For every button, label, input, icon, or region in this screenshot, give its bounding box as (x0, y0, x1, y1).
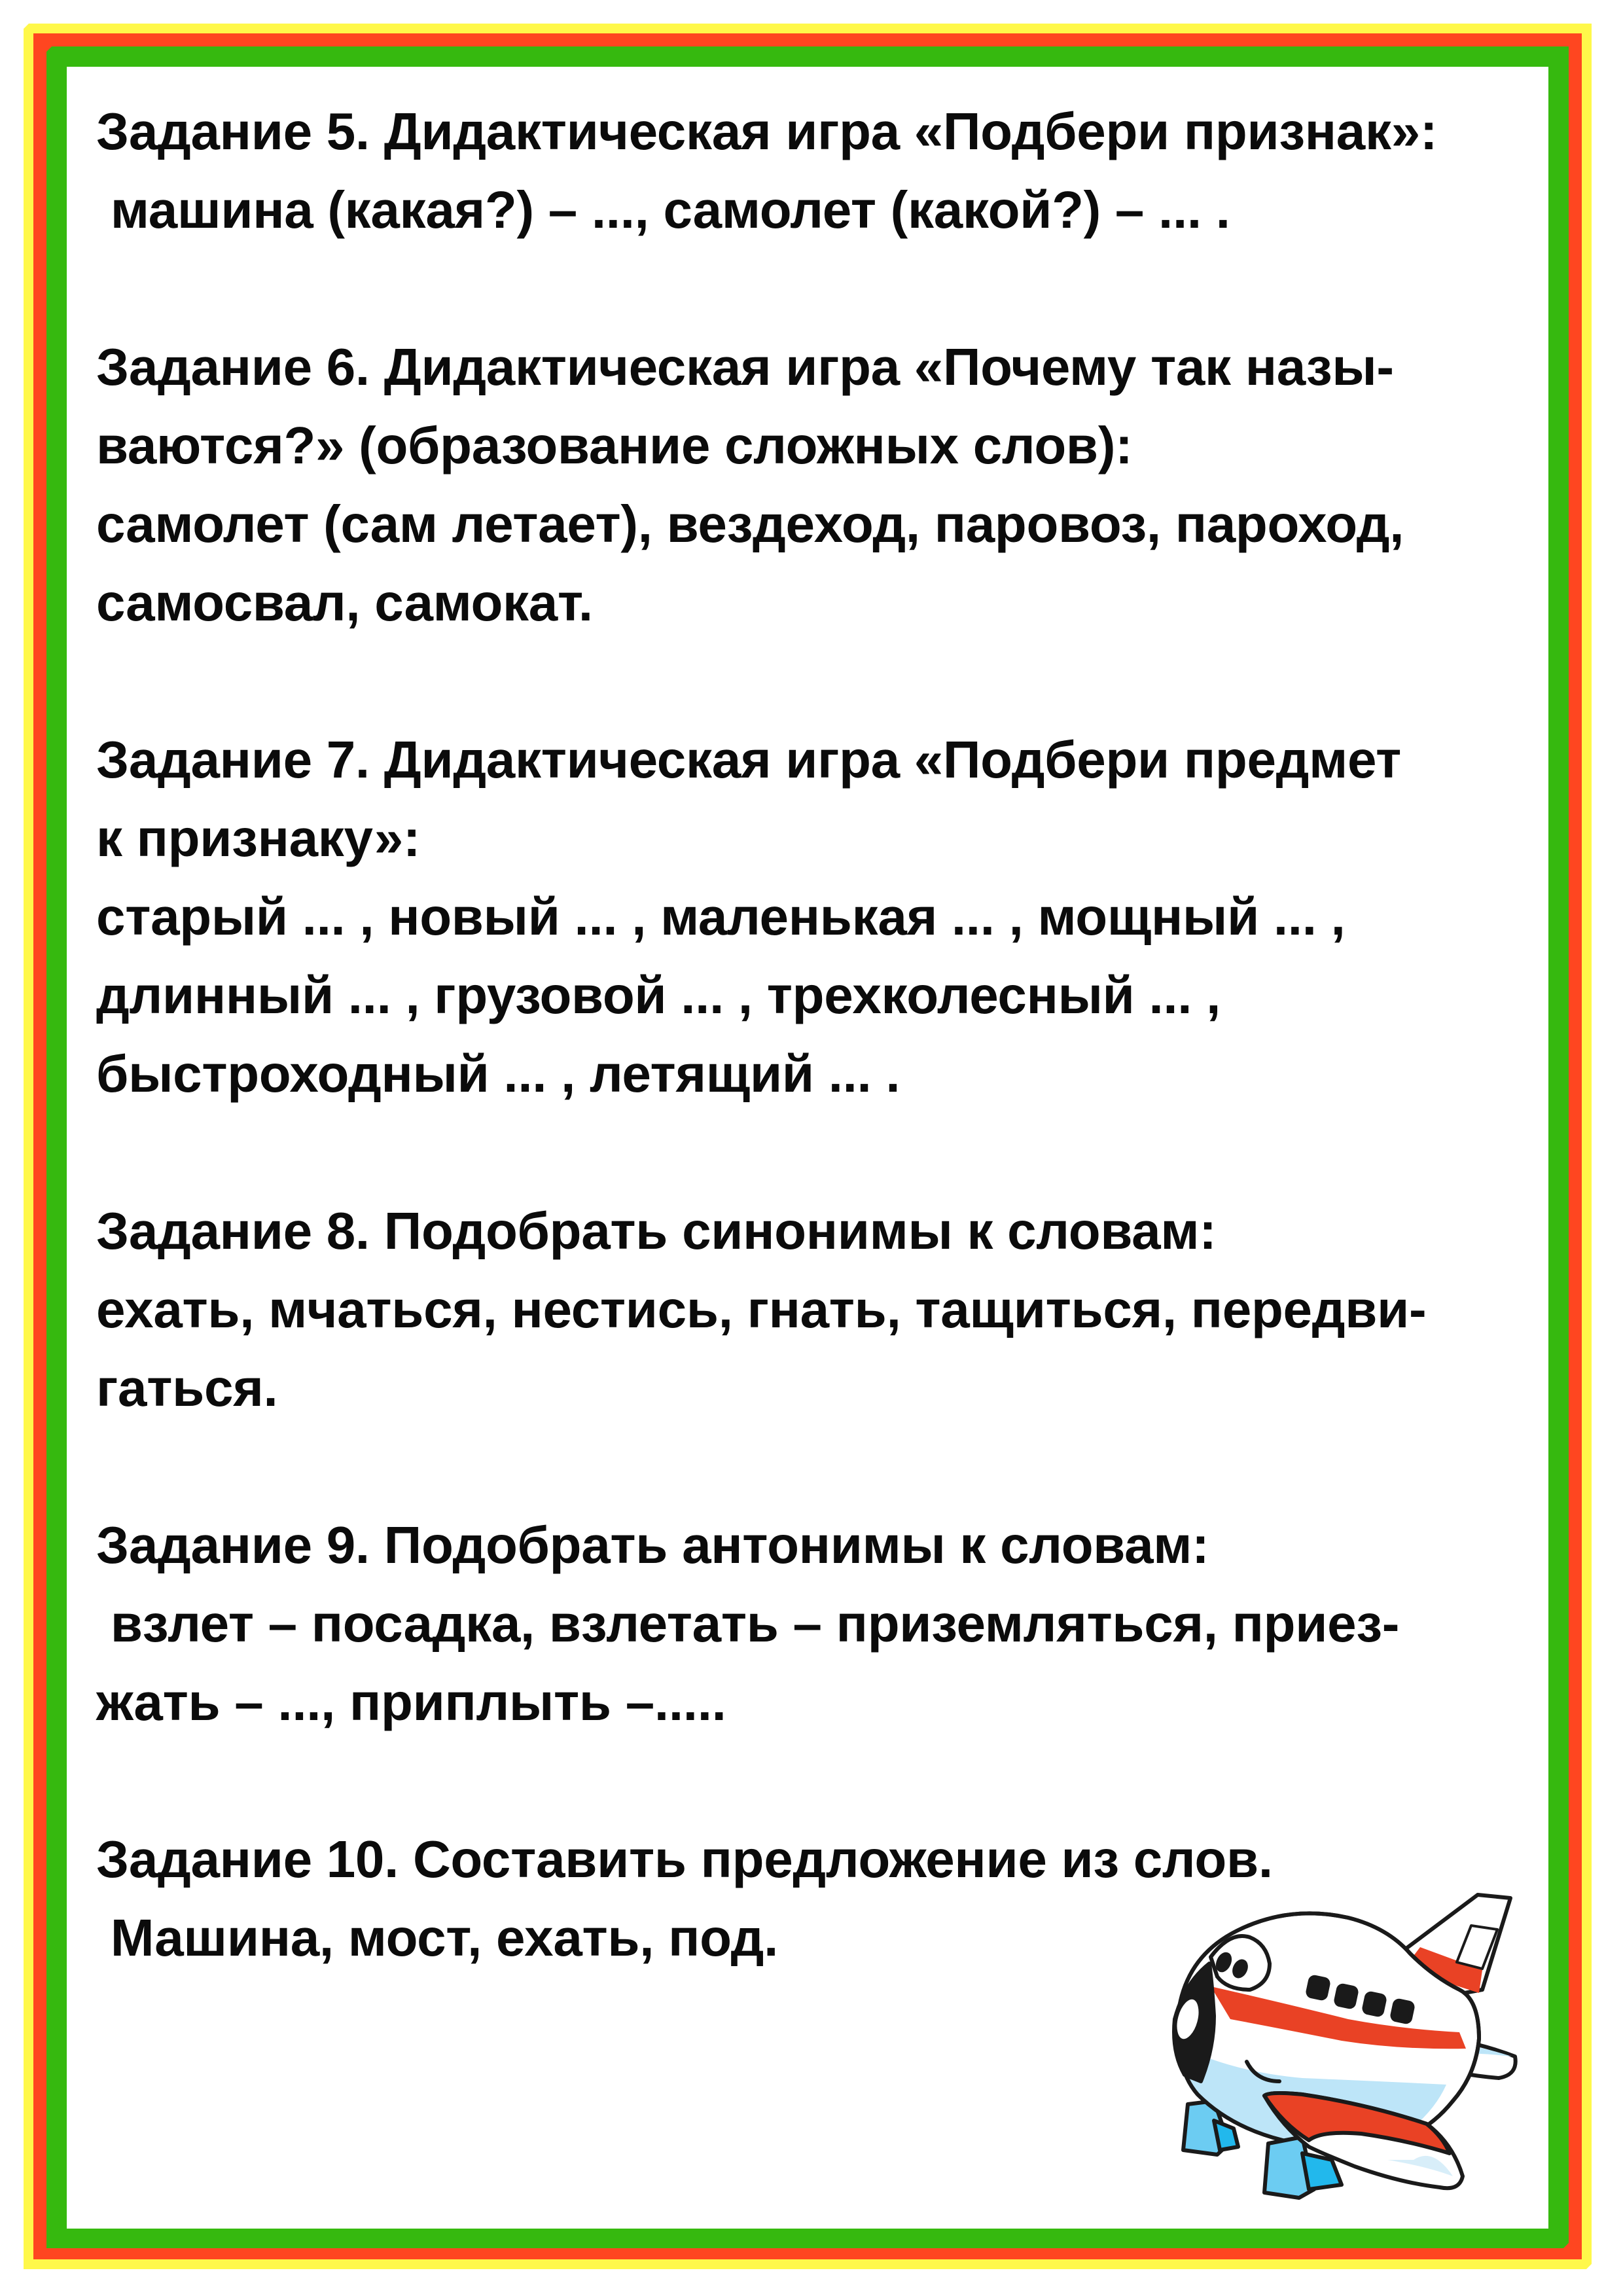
task-5-heading: Задание 5. Дидактическая игра «Подбери признак»: (96, 102, 1438, 160)
task-6-text: самолет (сам летает), вездеход, паровоз, пароход, (96, 495, 1404, 553)
task-9-text-cont: жать – ..., приплыть –..... (96, 1673, 726, 1731)
task-7-heading: Задание 7. Дидактическая игра «Подбери предмет (96, 730, 1402, 789)
task-8-heading: Задание 8. Подобрать синонимы к словам: (96, 1202, 1217, 1260)
task-5-text: машина (какая?) – ..., самолет (какой?) – ... . (96, 181, 1230, 239)
task-10-text: Машина, мост, ехать, под. (96, 1909, 779, 1967)
task-9-text: взлет – посадка, взлетать – приземляться, приез- (96, 1594, 1400, 1653)
task-6-text-cont: самосвал, самокат. (96, 573, 593, 632)
task-9-heading: Задание 9. Подобрать антонимы к словам: (96, 1516, 1209, 1574)
task-7-text-cont: длинный ... , грузовой ... , трехколесный ... , (96, 966, 1221, 1024)
task-7-text-end: быстроходный ... , летящий ... . (96, 1045, 901, 1103)
task-6-heading-cont: ваются?» (образование сложных слов): (96, 416, 1133, 475)
task-7-heading-cont: к признаку»: (96, 809, 421, 867)
task-8-text-cont: гаться. (96, 1359, 278, 1417)
task-10-heading: Задание 10. Составить предложение из слов. (96, 1830, 1273, 1888)
task-6-heading: Задание 6. Дидактическая игра «Почему так назы- (96, 338, 1394, 396)
cartoon-airplane-icon (1152, 1885, 1518, 2251)
task-7-text: старый ... , новый ... , маленькая ... , мощный ... , (96, 888, 1346, 946)
task-8-text: ехать, мчаться, нестись, гнать, тащиться, передви- (96, 1280, 1427, 1338)
